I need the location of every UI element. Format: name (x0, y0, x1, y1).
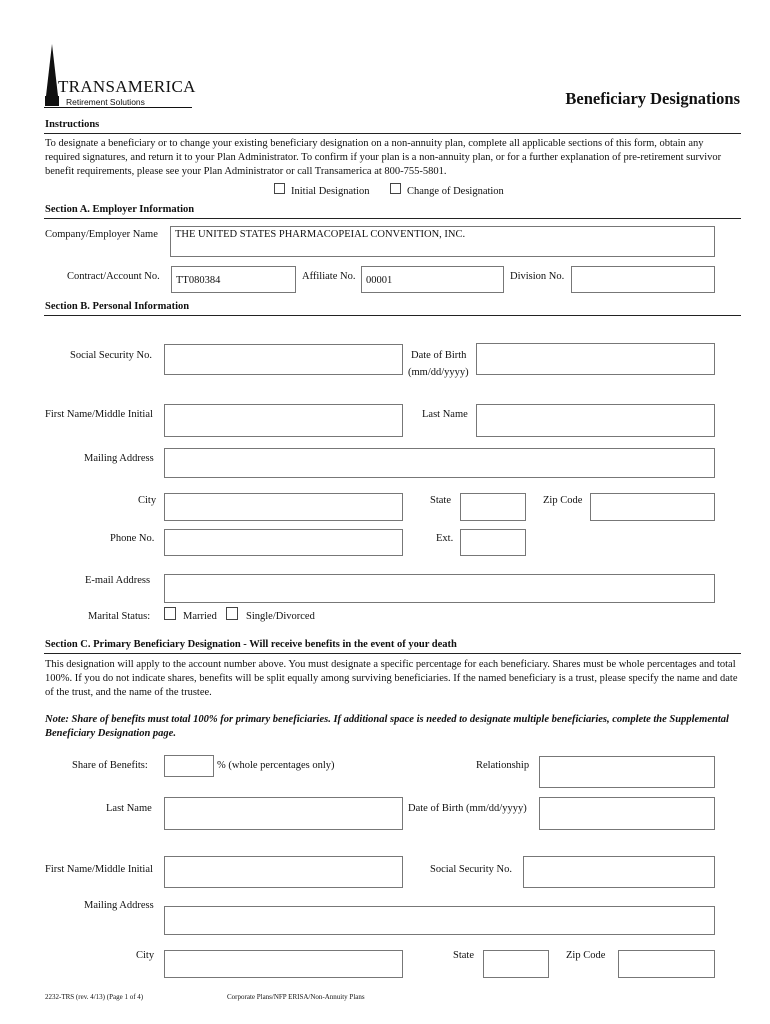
phone-field[interactable] (164, 529, 403, 556)
beneficiary-city-field[interactable] (164, 950, 403, 978)
beneficiary-ssn-field[interactable] (523, 856, 715, 888)
division-field[interactable] (571, 266, 715, 293)
section-c-text: This designation will apply to the account number above. You must designate a specific percentage for each beneficiary. Shares must be whole percentages and total 100%. If you do not indicate shares, benefits will be split equally among surviving beneficiaries. If the named beneficiary is a trust, please specify the name and date of the trust, and the name of the trustee. (45, 659, 738, 698)
married-label: Married (183, 611, 217, 622)
instructions-heading: Instructions (45, 119, 100, 130)
married-checkbox[interactable] (164, 607, 176, 620)
contract-label: Contract/Account No. (67, 271, 160, 282)
dob-label: Date of Birth (411, 350, 467, 361)
company-label: Company/Employer Name (45, 229, 158, 240)
relationship-field[interactable] (539, 756, 715, 788)
company-field[interactable]: THE UNITED STATES PHARMACOPEIAL CONVENTION, INC. (170, 226, 715, 257)
form-id: 2232-TRS (rev. 4/13) (Page 1 of 4) (45, 993, 144, 1001)
brand-subtitle: Retirement Solutions (66, 97, 145, 107)
beneficiary-ssn-label: Social Security No. (430, 864, 512, 875)
beneficiary-first-name-field[interactable] (164, 856, 403, 888)
change-designation-checkbox[interactable] (390, 183, 401, 194)
plan-type: Corporate Plans/NFP ERISA/Non-Annuity Plans (227, 993, 365, 1001)
phone-label: Phone No. (110, 533, 155, 544)
beneficiary-mailing-label: Mailing Address (84, 900, 154, 911)
beneficiary-state-field[interactable] (483, 950, 549, 978)
contract-field[interactable]: TT080384 (171, 266, 296, 293)
beneficiary-zip-label: Zip Code (566, 950, 606, 961)
beneficiary-city-label: City (136, 950, 155, 961)
beneficiary-first-name-label: First Name/Middle Initial (45, 864, 153, 875)
page-title: Beneficiary Designations (565, 89, 740, 108)
change-designation-label: Change of Designation (407, 186, 504, 197)
beneficiary-dob-field[interactable] (539, 797, 715, 830)
section-b-heading: Section B. Personal Information (45, 301, 190, 312)
beneficiary-last-name-label: Last Name (106, 803, 152, 814)
beneficiary-state-label: State (453, 950, 474, 961)
single-checkbox[interactable] (226, 607, 238, 620)
last-name-label: Last Name (422, 409, 468, 420)
state-field[interactable] (460, 493, 526, 521)
brand-name: TRANSAMERICA (58, 77, 196, 96)
section-c-note: Note: Share of benefits must total 100% for primary beneficiaries. If additional space is needed to designate multiple beneficiaries, complete the Supplemental Beneficiary Designation page. (45, 714, 729, 739)
first-name-field[interactable] (164, 404, 403, 437)
mailing-address-label: Mailing Address (84, 453, 154, 464)
divider (44, 653, 741, 654)
initial-designation-checkbox[interactable] (274, 183, 285, 194)
division-label: Division No. (510, 271, 565, 282)
mailing-address-field[interactable] (164, 448, 715, 478)
transamerica-logo (42, 44, 202, 108)
dob-hint: (mm/dd/yyyy) (408, 367, 469, 378)
city-field[interactable] (164, 493, 403, 521)
ssn-field[interactable] (164, 344, 403, 375)
share-suffix: % (whole percentages only) (217, 760, 335, 771)
section-c-heading: Section C. Primary Beneficiary Designation - Will receive benefits in the event of your death (45, 639, 457, 650)
first-name-label: First Name/Middle Initial (45, 409, 153, 420)
last-name-field[interactable] (476, 404, 715, 437)
email-label: E-mail Address (85, 575, 151, 586)
section-a-heading: Section A. Employer Information (45, 204, 195, 215)
zip-label: Zip Code (543, 495, 583, 506)
beneficiary-dob-label: Date of Birth (mm/dd/yyyy) (408, 803, 527, 814)
instructions-text: To designate a beneficiary or to change your existing beneficiary designation on a non-annuity plan, complete all applicable sections of this form, obtain any required signatures, and return it to your Plan Administrator. To confirm if your plan is a non-annuity plan, or for a further explanation of pre-retirement survivor benefit requirements, please see your Plan Administrator or call Transamerica at 800-755-5801. (45, 138, 722, 177)
affiliate-field[interactable]: 00001 (361, 266, 504, 293)
logo-underline (44, 107, 192, 108)
relationship-label: Relationship (476, 760, 530, 771)
ext-field[interactable] (460, 529, 526, 556)
divider (44, 218, 741, 219)
initial-designation-label: Initial Designation (291, 186, 370, 197)
share-label: Share of Benefits: (72, 760, 148, 771)
ssn-label: Social Security No. (70, 350, 152, 361)
dob-field[interactable] (476, 343, 715, 375)
marital-status-label: Marital Status: (88, 611, 151, 622)
beneficiary-zip-field[interactable] (618, 950, 715, 978)
divider (44, 133, 741, 134)
zip-field[interactable] (590, 493, 715, 521)
email-field[interactable] (164, 574, 715, 603)
ext-label: Ext. (436, 533, 454, 544)
divider (44, 315, 741, 316)
beneficiary-mailing-field[interactable] (164, 906, 715, 935)
city-label: City (138, 495, 157, 506)
beneficiary-last-name-field[interactable] (164, 797, 403, 830)
affiliate-label: Affiliate No. (302, 271, 356, 282)
single-label: Single/Divorced (246, 611, 315, 622)
share-field[interactable] (164, 755, 214, 777)
state-label: State (430, 495, 451, 506)
